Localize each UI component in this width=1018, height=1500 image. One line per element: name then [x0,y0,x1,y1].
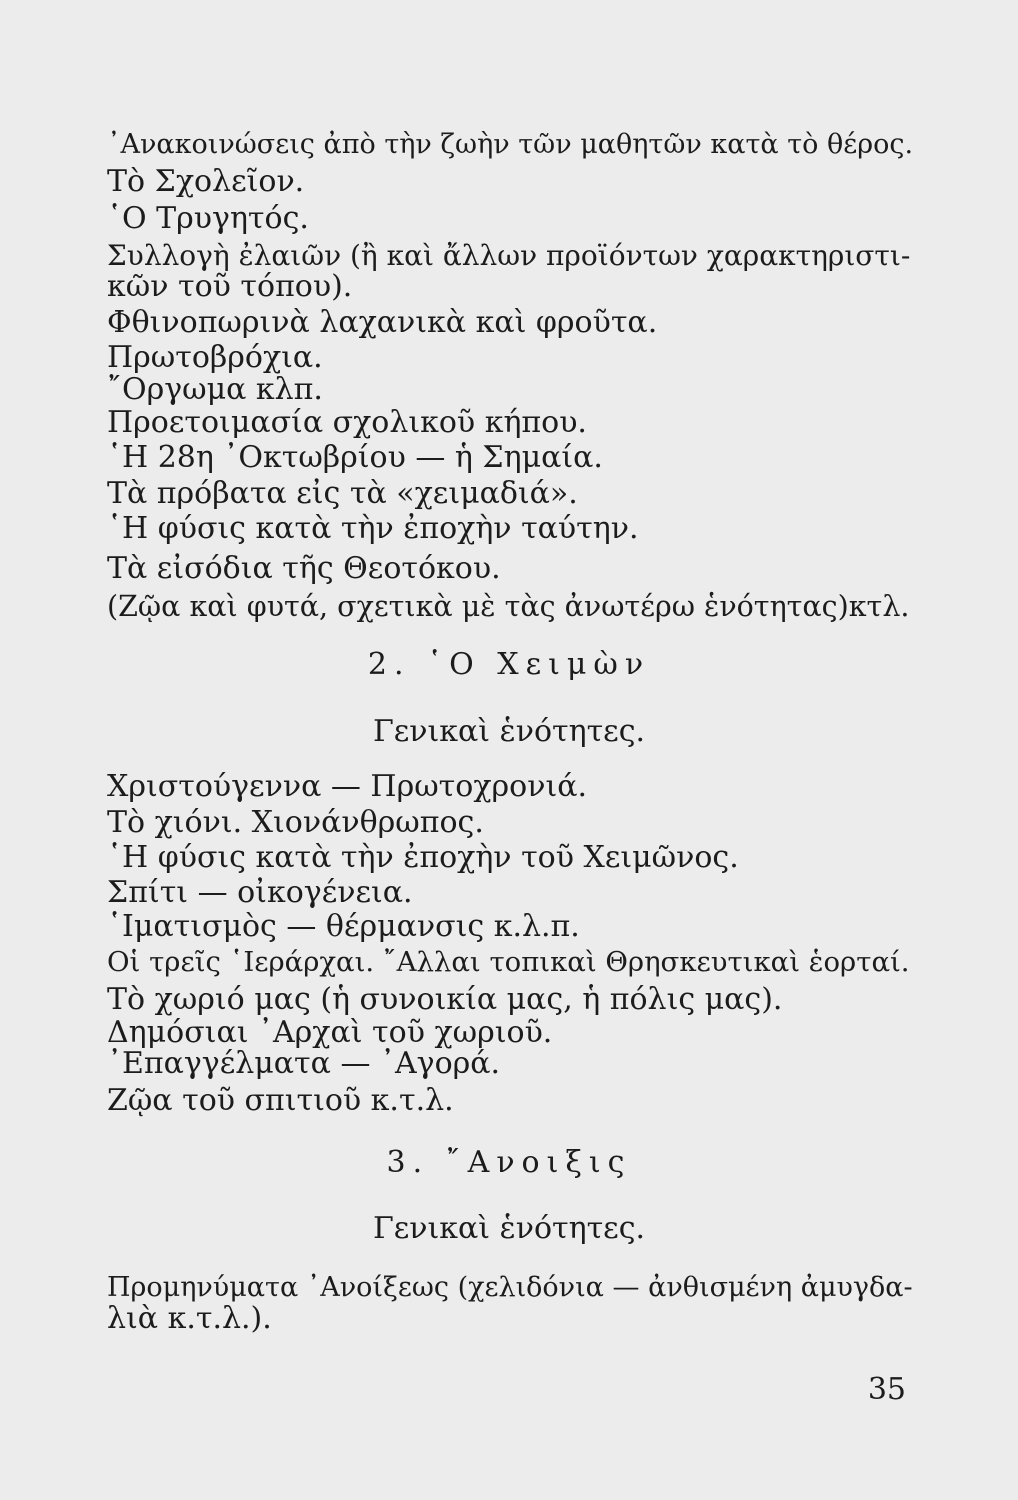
list-item: Προετοιμασία σχολικοῦ κήπου. [107,405,587,440]
list-item: ᾿Ανακοινώσεις ἀπὸ τὴν ζωὴν τῶν μαθητῶν κατὰ τὸ θέρος. [107,129,914,160]
list-item: ῾Ιματισμὸς — θέρμανσις κ.λ.π. [107,909,580,944]
section-subtitle: Γενικαὶ ἑνότητες. [372,714,646,749]
list-item: Τὸ χωριό μας (ἡ συνοικία μας, ἡ πόλις μας). [107,982,783,1017]
list-item: Τὰ εἰσόδια τῆς Θεοτόκου. [107,551,501,586]
page-number: 35 [867,1372,906,1407]
list-item: Συλλογὴ ἐλαιῶν (ἢ καὶ ἄλλων προϊόντων χαρακτηριστι- [107,239,911,272]
section-title: 2. ῾Ο Χειμὼν [367,647,651,682]
list-item: ῎Οργωμα κλπ. [107,372,323,407]
list-item: ῾Η φύσις κατὰ τὴν ἐποχὴν τοῦ Χειμῶνος. [107,840,739,875]
list-item: Τὸ Σχολεῖον. [107,164,305,199]
list-item: ᾿Επαγγέλματα — ᾿Αγορά. [107,1046,501,1081]
list-item: Οἱ τρεῖς ῾Ιεράρχαι. ῎Αλλαι τοπικαὶ Θρησκευτικαὶ ἑορταί. [107,946,910,978]
list-item: Πρωτοβρόχια. [107,340,323,375]
list-item: ῾Η 28η ᾿Οκτωβρίου — ἡ Σημαία. [107,440,603,475]
list-item: Χριστούγεννα — Πρωτοχρονιά. [107,769,587,804]
list-item: (Ζῷα καὶ φυτά, σχετικὰ μὲ τὰς ἀνωτέρω ἑνότητας)κτλ. [107,590,910,623]
list-item-continuation: λιὰ κ.τ.λ.). [107,1301,272,1336]
list-item: Φθινοπωρινὰ λαχανικὰ καὶ φροῦτα. [107,305,658,340]
list-item: Τὰ πρόβατα εἰς τὰ «χειμαδιά». [107,476,578,511]
section-title: 3. ῎Ανοιξις [386,1145,632,1180]
list-item: ῾Η φύσις κατὰ τὴν ἐποχὴν ταύτην. [107,511,639,546]
section-subtitle: Γενικαὶ ἑνότητες. [372,1211,646,1246]
list-item: Προμηνύματα ᾿Ανοίξεως (χελιδόνια — ἀνθισμένη ἀμυγδα- [107,1272,913,1303]
list-item: ῾Ο Τρυγητός. [107,201,309,236]
list-item: Τὸ χιόνι. Χιονάνθρωπος. [107,805,484,840]
list-item-continuation: κῶν τοῦ τόπου). [107,269,353,304]
list-item: Δημόσιαι ᾿Αρχαὶ τοῦ χωριοῦ. [107,1015,553,1050]
list-item: Ζῷα τοῦ σπιτιοῦ κ.τ.λ. [107,1083,454,1118]
list-item: Σπίτι — οἰκογένεια. [107,875,413,910]
